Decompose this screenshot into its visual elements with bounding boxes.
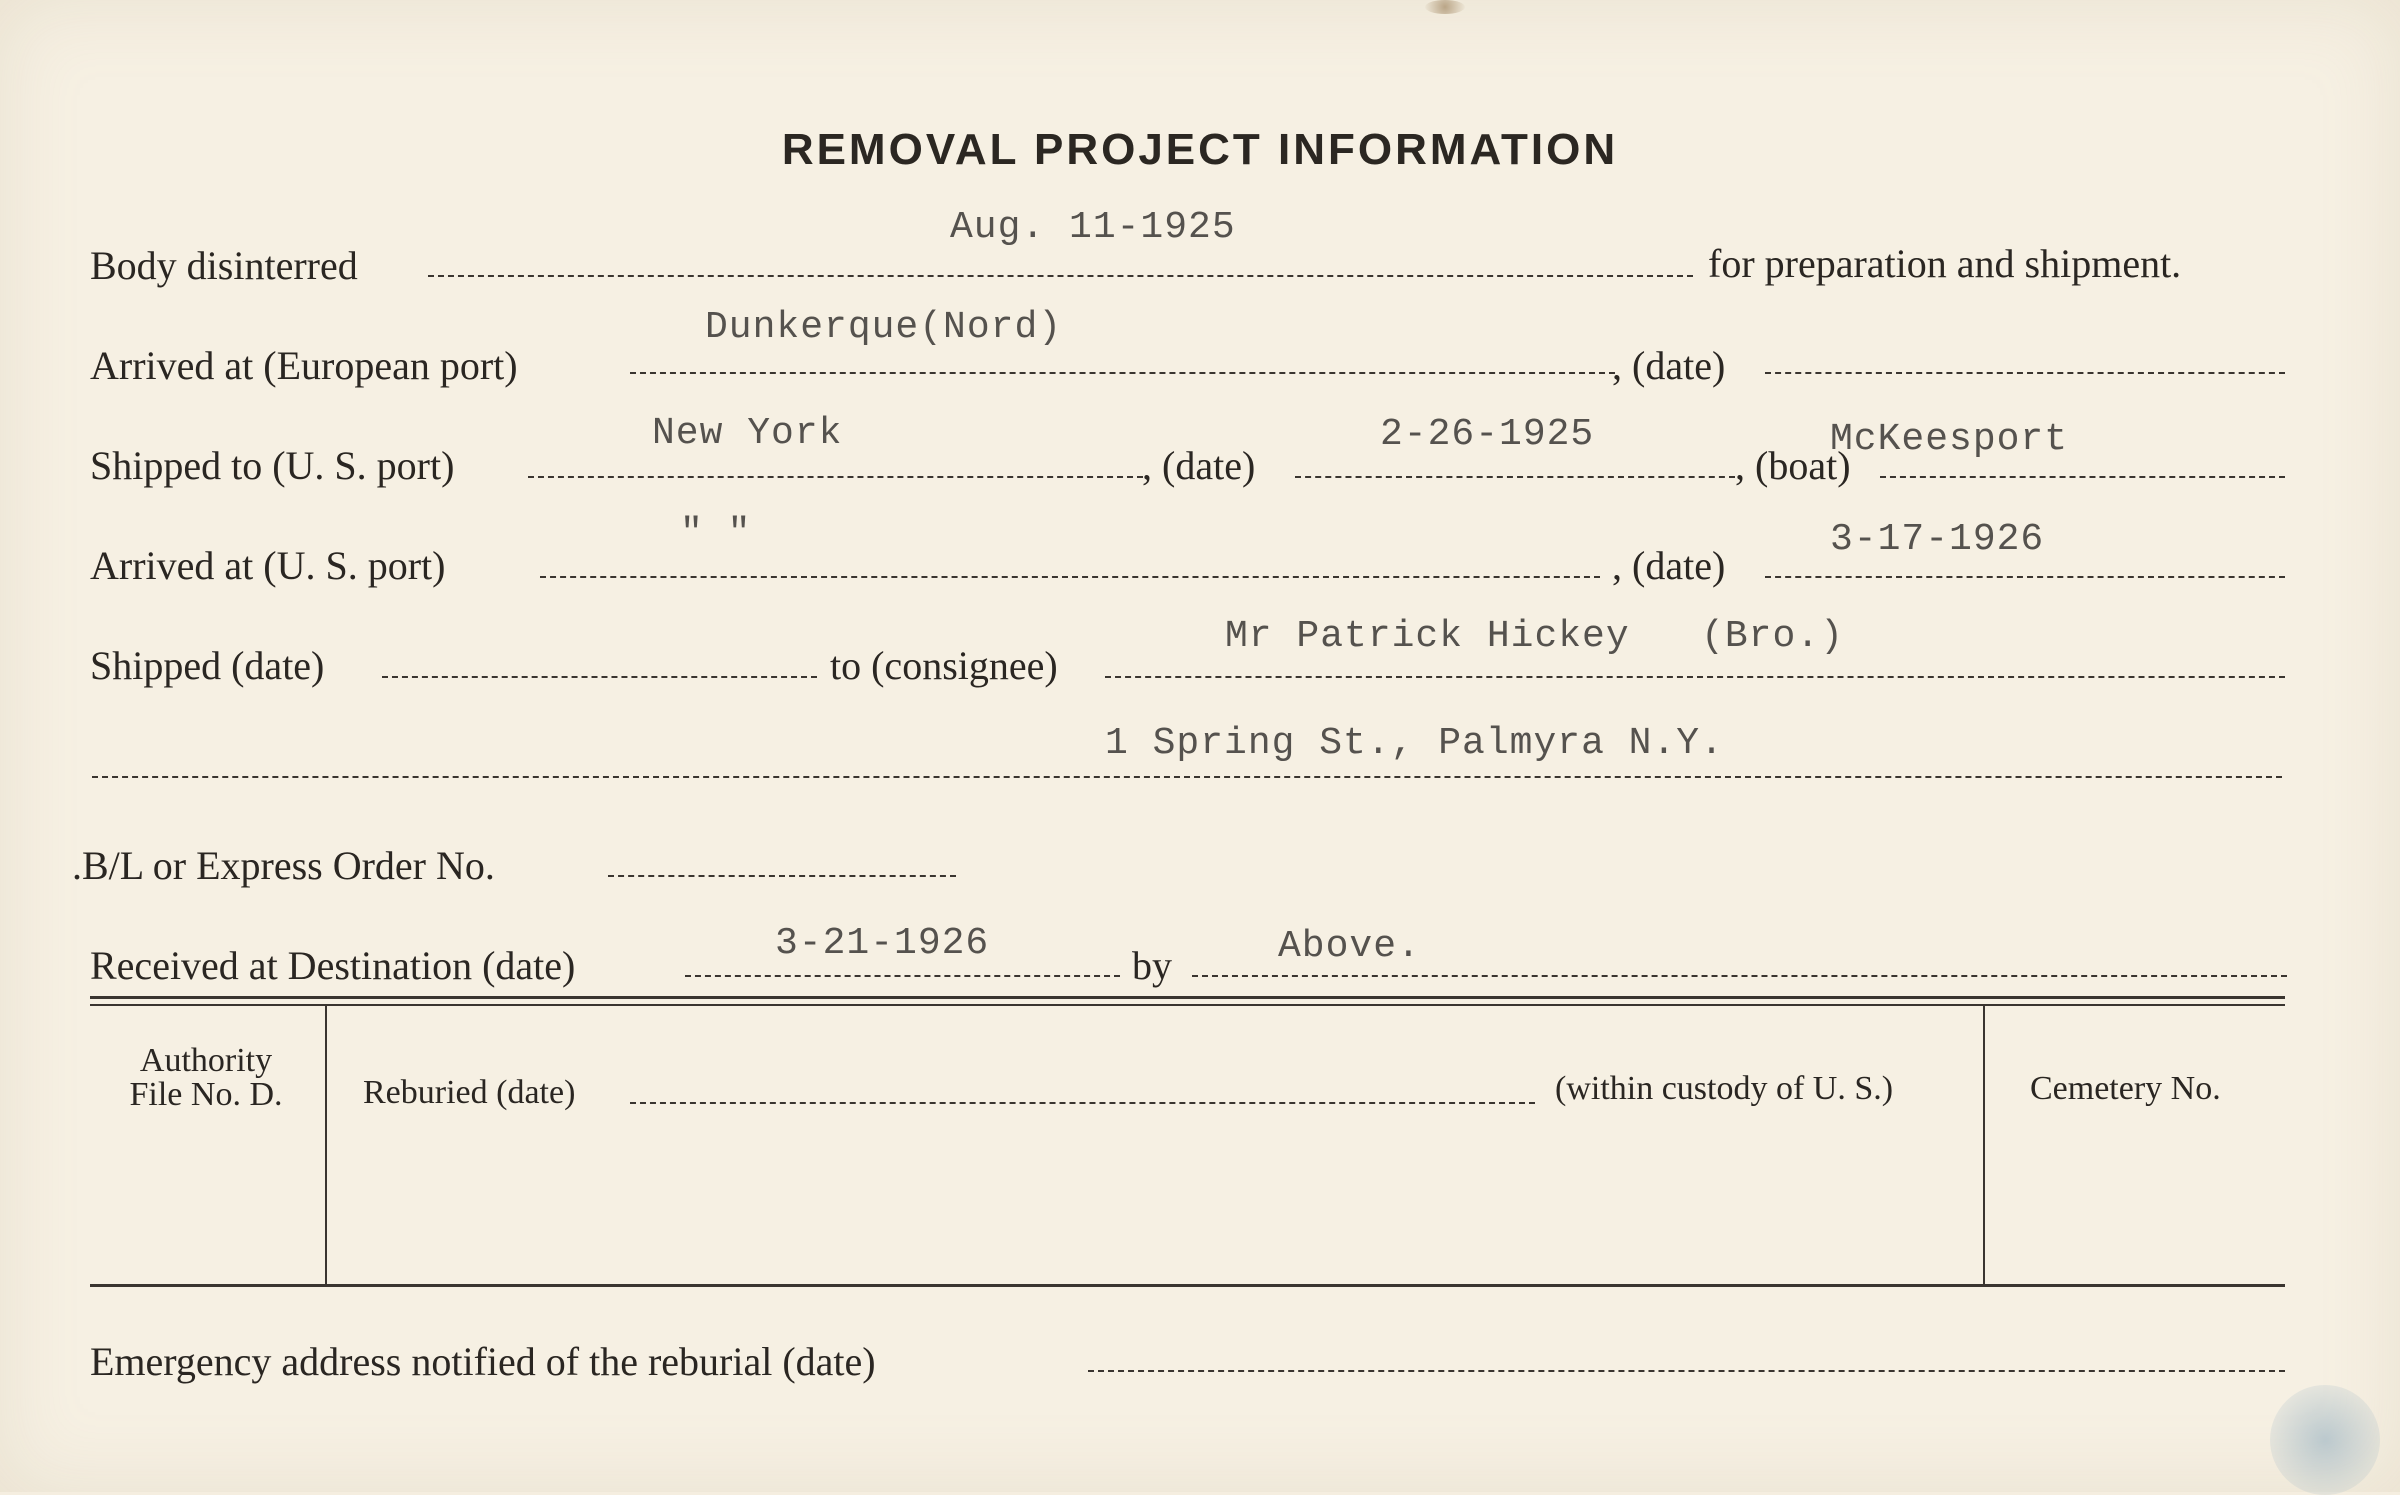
emergency-label: Emergency address notified of the reburial (date) — [90, 1339, 876, 1384]
arrived-european-line — [630, 372, 1615, 374]
arrived-us-port-value: " " — [680, 512, 752, 555]
received-dest-label: Received at Destination (date) — [90, 943, 576, 988]
shipped-date-row-line — [382, 676, 817, 678]
us-port-value: New York — [652, 412, 843, 455]
disinterred-date-value: Aug. 11-1925 — [950, 206, 1236, 249]
for-preparation-label: for preparation and shipment. — [1708, 241, 2182, 286]
body-disinterred-line — [428, 275, 1693, 277]
arrived-us-date-label: , (date) — [1612, 543, 1726, 588]
body-disinterred-label: Body disinterred — [90, 243, 358, 288]
within-custody-label: (within custody of U. S.) — [1555, 1070, 1894, 1107]
table-bottom-rule — [90, 1284, 2285, 1287]
emergency-line — [1088, 1370, 2285, 1372]
double-rule-top — [90, 996, 2285, 999]
arrived-us-label: Arrived at (U. S. port) — [90, 543, 446, 588]
european-port-value: Dunkerque(Nord) — [705, 306, 1063, 349]
boat-line — [1880, 476, 2285, 478]
bl-order-label: .B/L or Express Order No. — [72, 843, 495, 888]
received-date-line — [685, 975, 1120, 977]
boat-value: McKeesport — [1830, 418, 2069, 461]
arrived-us-date-line — [1765, 576, 2285, 578]
arrived-european-date-line — [1765, 372, 2285, 374]
shipped-to-us-line — [528, 476, 1143, 478]
arrived-european-date-label: , (date) — [1612, 343, 1726, 388]
consignee-address-value: 1 Spring St., Palmyra N.Y. — [1105, 722, 1724, 765]
consignee-value: Mr Patrick Hickey (Bro.) — [1225, 615, 1844, 658]
arrived-european-label: Arrived at (European port) — [90, 343, 518, 388]
file-no-label: File No. D. — [129, 1076, 283, 1113]
reburied-label: Reburied (date) — [363, 1074, 576, 1111]
to-consignee-label: to (consignee) — [830, 643, 1058, 688]
authority-label: Authority — [139, 1042, 273, 1079]
shipped-date-line — [1295, 476, 1735, 478]
shipped-date-value: 2-26-1925 — [1380, 413, 1595, 456]
cemetery-no-label: Cemetery No. — [2030, 1070, 2221, 1107]
received-date-value: 3-21-1926 — [775, 922, 990, 965]
arrived-us-line — [540, 576, 1600, 578]
stain-mark — [1425, 0, 1465, 14]
received-by-line — [1192, 975, 2287, 977]
stain-mark — [2270, 1385, 2380, 1495]
boat-label: , (boat) — [1735, 443, 1851, 488]
received-by-value: Above. — [1278, 925, 1421, 968]
shipped-date-row-label: Shipped (date) — [90, 643, 325, 688]
table-divider-left — [325, 1006, 327, 1286]
table-divider-right — [1983, 1006, 1985, 1284]
by-label: by — [1132, 943, 1172, 988]
form-title: REMOVAL PROJECT INFORMATION — [781, 125, 1619, 174]
arrived-us-date-value: 3-17-1926 — [1830, 518, 2045, 561]
double-rule-bottom — [90, 1004, 2285, 1006]
consignee-line — [1105, 676, 2285, 678]
reburied-line — [630, 1102, 1535, 1104]
bl-order-line — [608, 875, 956, 877]
shipped-to-us-label: Shipped to (U. S. port) — [90, 443, 455, 488]
address-line — [92, 776, 2282, 778]
shipped-date-label: , (date) — [1142, 443, 1256, 488]
